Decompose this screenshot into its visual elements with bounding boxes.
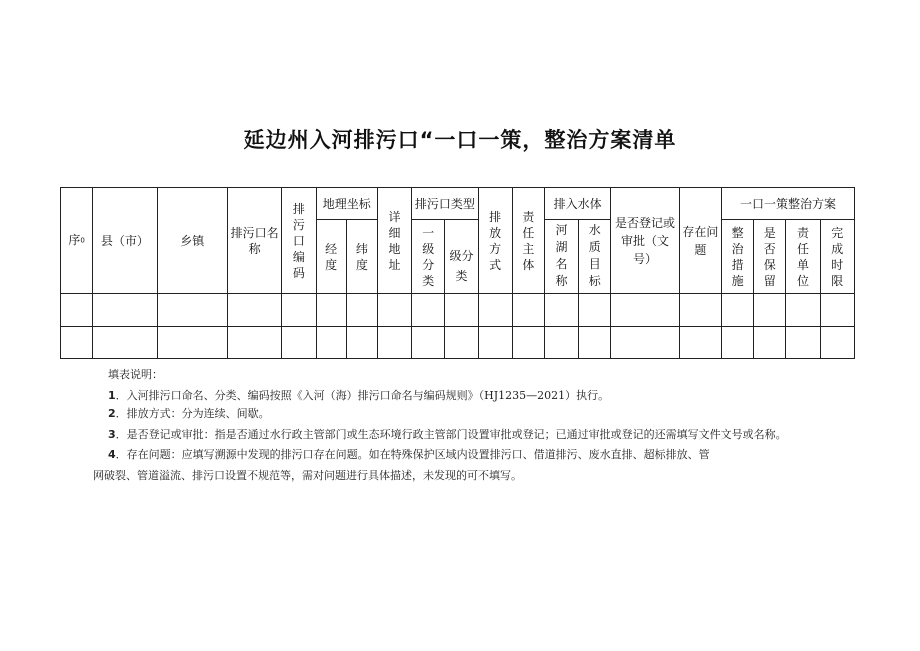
note-continuation: 网破裂、管道溢流、排污口设置不规范等，需对问题进行具体描述，未发现的可不填写。 bbox=[93, 469, 522, 482]
note-text: ．是否登记或审批：指是否通过水行政主管部门或生态环境行政主管部门设置审批或登记；已通过审批或登记的还需填写文件文号或名称。 bbox=[115, 428, 787, 441]
header-issues bbox=[679, 188, 721, 294]
header-type-level2 bbox=[445, 220, 478, 294]
header-type-level2-label: 级分类 bbox=[449, 248, 474, 283]
header-plan-deadline bbox=[820, 220, 854, 294]
header-plan-keep bbox=[754, 220, 786, 294]
header-plan-measures-label: 整治措施 bbox=[731, 225, 744, 288]
header-plan-measures bbox=[722, 220, 754, 294]
header-type-level1 bbox=[412, 220, 445, 294]
header-geo: 地理坐标 bbox=[316, 188, 377, 220]
note-item bbox=[108, 387, 609, 403]
note-item bbox=[108, 446, 710, 462]
outlet-table bbox=[60, 187, 855, 359]
header-town: 乡镇 bbox=[157, 188, 227, 294]
header-outlet-type: 排污口类型 bbox=[412, 188, 478, 220]
note-number: 4 bbox=[108, 448, 116, 461]
header-lng-label: 经度 bbox=[325, 241, 338, 272]
header-discharge-mode bbox=[478, 188, 512, 294]
header-plan-unit bbox=[786, 220, 820, 294]
header-outlet-code bbox=[282, 188, 316, 294]
note-text: ．存在问题：应填写溯源中发现的排污口存在问题。如在特殊保护区域内设置排污口、借道排污、废水直排、超标排放、管 bbox=[115, 448, 710, 461]
header-receiving-water: 排入水体 bbox=[544, 188, 610, 220]
header-plan-keep-label: 是否保留 bbox=[763, 225, 776, 288]
header-issues-label: 存在问题 bbox=[682, 224, 719, 257]
header-plan-unit-label: 责任单位 bbox=[796, 225, 809, 288]
header-lng bbox=[316, 220, 346, 294]
header-water-goal-label: 水质目标 bbox=[588, 223, 601, 288]
header-responsible-party bbox=[512, 188, 544, 294]
header-seq bbox=[61, 188, 93, 294]
header-outlet-code-label: 排污口编码 bbox=[292, 201, 305, 280]
note-text: ．入河排污口命名、分类、编码按照《入河（海）排污口命名与编码规则》（HJ1235—2021）执行。 bbox=[115, 389, 610, 402]
header-discharge-mode-label: 排放方式 bbox=[489, 209, 502, 272]
header-water-name bbox=[544, 220, 578, 294]
header-seq-mark: 0 bbox=[80, 236, 85, 245]
header-lat-label: 纬度 bbox=[355, 241, 368, 272]
header-registered-label: 是否登记或审批（文号） bbox=[615, 215, 676, 266]
header-address bbox=[377, 188, 411, 294]
note-item bbox=[108, 405, 270, 421]
header-plan: 一口一策整治方案 bbox=[722, 188, 855, 220]
notes-heading: 填表说明： bbox=[108, 368, 163, 381]
header-plan-deadline-label: 完成时限 bbox=[831, 225, 844, 288]
header-outlet-name-label: 排污口名称 bbox=[230, 225, 279, 256]
header-water-goal bbox=[579, 220, 611, 294]
table-row bbox=[61, 327, 855, 359]
header-type-level1-label: 一级分类 bbox=[422, 225, 435, 288]
header-water-name-label: 河湖名称 bbox=[555, 223, 568, 288]
header-outlet-name bbox=[228, 188, 282, 294]
header-seq-label: 序 bbox=[68, 233, 81, 248]
header-address-label: 详细地址 bbox=[388, 209, 401, 272]
header-county: 县（市） bbox=[93, 188, 157, 294]
header-registered bbox=[611, 188, 679, 294]
table-row bbox=[61, 294, 855, 327]
header-lat bbox=[346, 220, 377, 294]
header-responsible-party-label: 责任主体 bbox=[522, 209, 535, 272]
page-title: 延边州入河排污口“一口一策，整治方案清单 bbox=[243, 128, 677, 152]
note-number: 3 bbox=[108, 428, 116, 441]
note-item bbox=[108, 426, 787, 442]
note-text: ．排放方式：分为连续、间歇。 bbox=[115, 407, 270, 420]
note-number: 2 bbox=[108, 407, 116, 420]
note-number: 1 bbox=[108, 389, 116, 402]
